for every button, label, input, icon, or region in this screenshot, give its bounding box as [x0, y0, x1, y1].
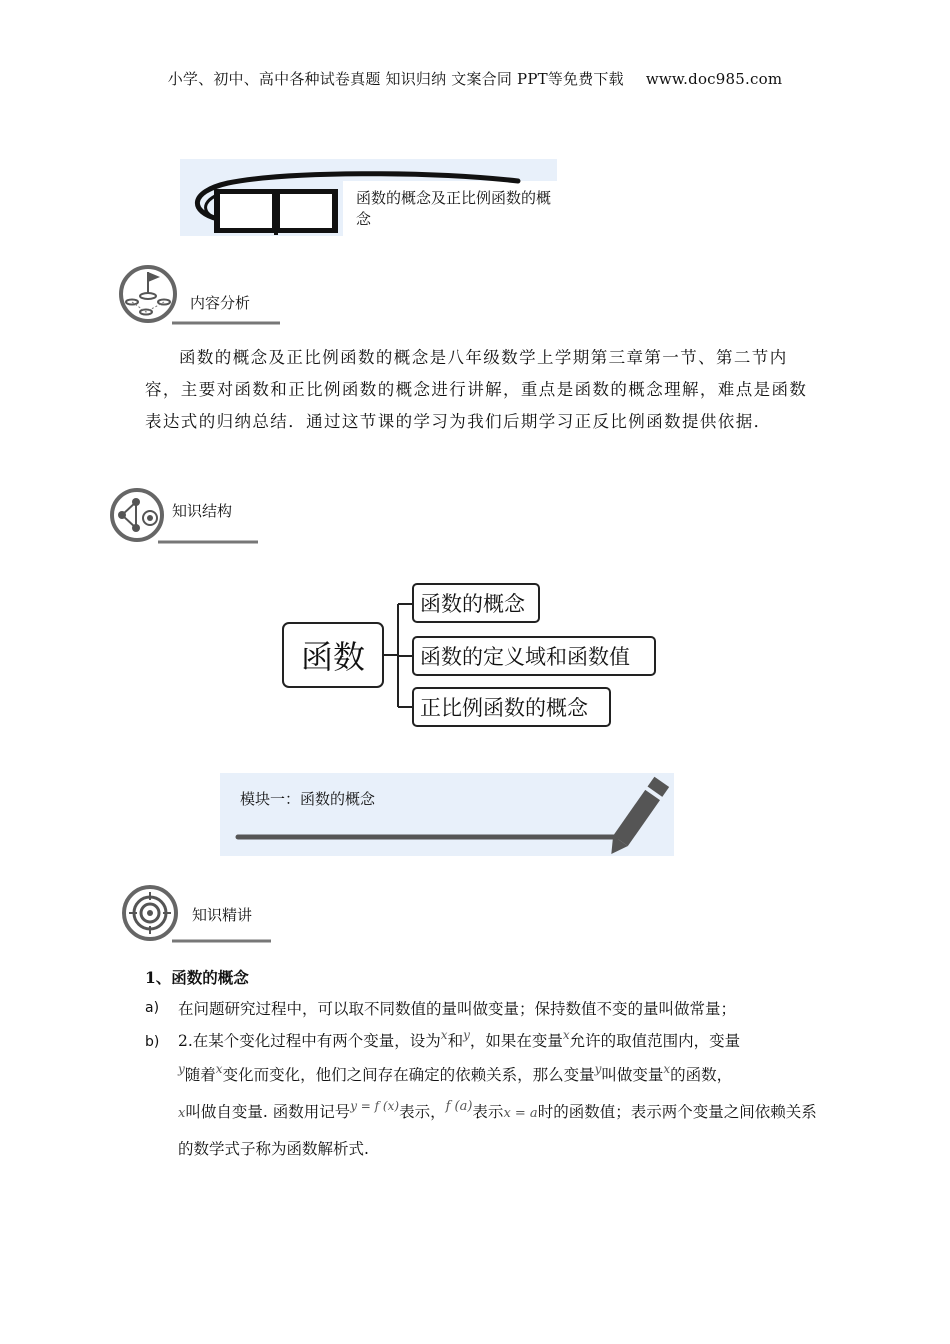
- mind-map-root: 函数: [282, 622, 384, 688]
- title-banner: [180, 159, 557, 236]
- subheading: 1、函数的概念: [145, 968, 249, 987]
- pencil-icon: [220, 773, 674, 856]
- section-heading-knowledge-detail: 知识精讲: [192, 906, 253, 924]
- page-title: 函数的概念及正比例函数的概念: [356, 189, 552, 228]
- header-url: www.doc985.com: [645, 70, 783, 88]
- module-title: 模块一：函数的概念: [240, 790, 376, 808]
- section-heading-knowledge-structure: 知识结构: [172, 502, 233, 520]
- page-header: [0, 68, 950, 89]
- section-heading-content-analysis: 内容分析: [190, 294, 251, 312]
- mind-map-node: 正比例函数的概念: [412, 687, 611, 727]
- list-label: a): [145, 1000, 160, 1016]
- module-banner: [220, 773, 674, 856]
- list-item-text: 2.在某个变化过程中有两个变量，设为$^x$和$^y$，如果在变量$^x$允许的取值范围内，变量 $^y$随着$^x$变化而变化，他们之间存在确定的依赖关系，那么变量$^y$叫做变量$^x$的函数， x叫做自变量. 函数用记号$^{y = f (x)}$表示，$^{f (a)}$表示x = a时的函数值；表示两个变量之间依赖关系的数学式子称为函数解析式.: [178, 1028, 817, 1158]
- knowledge-detail-header: [122, 884, 272, 944]
- list-label: b): [145, 1034, 160, 1050]
- knowledge-structure-header: [110, 488, 260, 546]
- mind-map-node: 函数的定义域和函数值: [412, 636, 656, 676]
- concept-list: [145, 992, 825, 1182]
- mind-map-node: 函数的概念: [412, 583, 540, 623]
- content-analysis-header: [118, 264, 283, 326]
- content-analysis-paragraph: 函数的概念及正比例函数的概念是八年级数学上学期第三章第一节、第二节内容，主要对函数和正比例函数的概念进行讲解，重点是函数的概念理解，难点是函数表达式的归纳总结．通过这节课的学习为我们后期学习正反比例函数提供依据．: [145, 348, 808, 431]
- list-item-text: 在问题研究过程中，可以取不同数值的量叫做变量；保持数值不变的量叫做常量；: [178, 1000, 737, 1018]
- header-left-text: 小学、初中、高中各种试卷真题 知识归纳 文案合同 PPT等免费下载: [167, 70, 624, 88]
